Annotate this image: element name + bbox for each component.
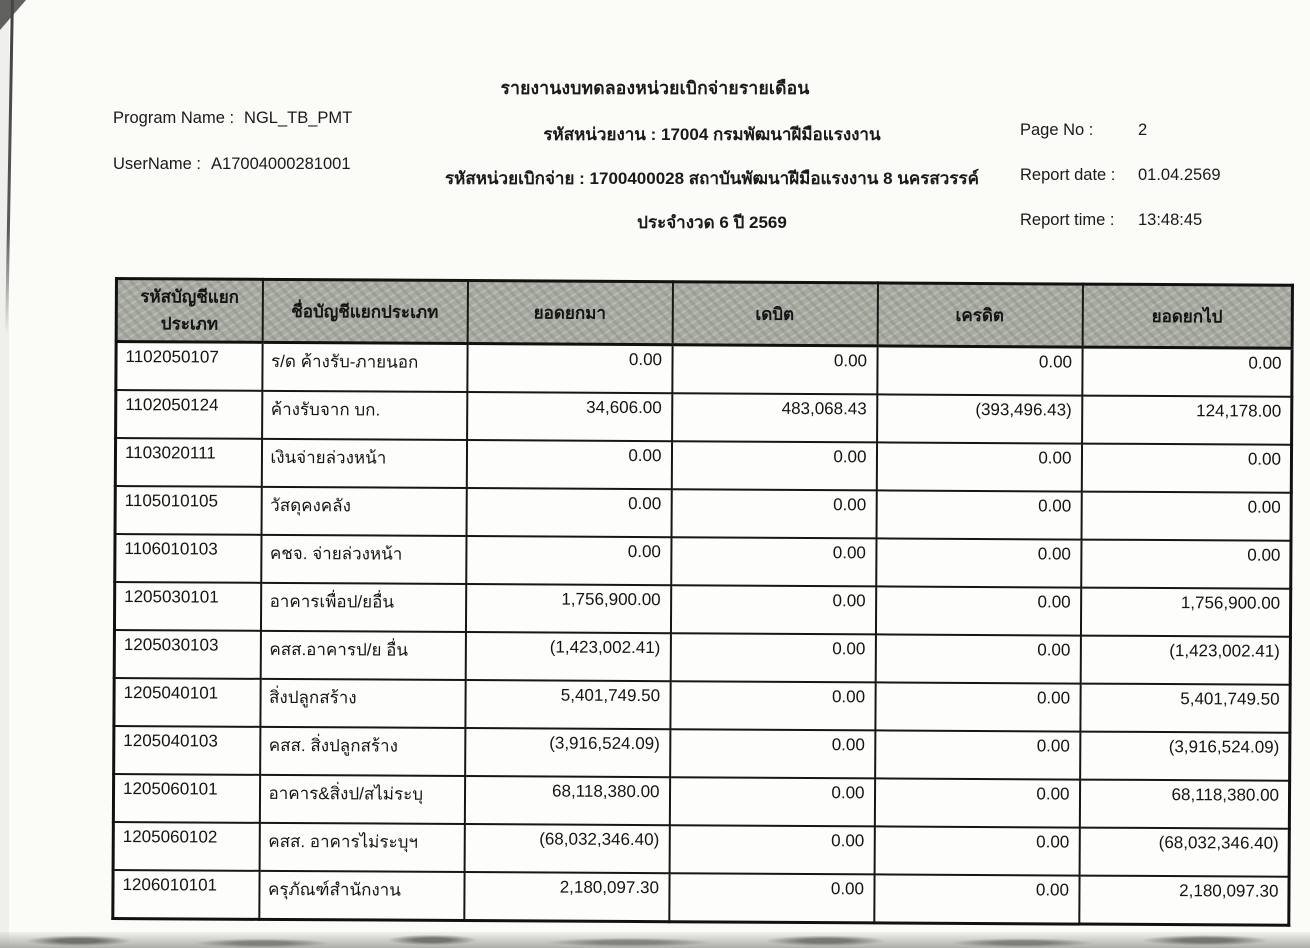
cell-credit: 0.00 bbox=[876, 490, 1081, 539]
cell-debit: 0.00 bbox=[671, 441, 876, 490]
table-row bbox=[113, 822, 1289, 877]
cell-credit: 0.00 bbox=[876, 442, 1081, 491]
cell-account-code: 1205060101 bbox=[113, 774, 259, 823]
table-row bbox=[114, 630, 1290, 685]
header-opening-balance: ยอดยกมา bbox=[467, 281, 672, 345]
cell-credit: 0.00 bbox=[875, 682, 1080, 731]
cell-account-code: 1205030101 bbox=[114, 582, 260, 631]
cell-opening-balance: 34,606.00 bbox=[467, 392, 672, 441]
cell-debit: 483,068.43 bbox=[672, 393, 877, 442]
cell-debit: 0.00 bbox=[669, 777, 874, 826]
cell-closing-balance: 0.00 bbox=[1082, 347, 1292, 397]
cell-account-name: คสส. สิ่งปลูกสร้าง bbox=[260, 727, 465, 776]
cell-account-name: อาคาร&สิ่งป/สไม่ระบุ bbox=[259, 775, 464, 824]
cell-account-code: 1102050124 bbox=[116, 390, 262, 439]
cell-account-code: 1206010101 bbox=[113, 870, 259, 919]
table-row bbox=[115, 486, 1291, 541]
program-name-line bbox=[113, 109, 533, 128]
cell-account-name: ร/ด ค้างรับ-ภายนอก bbox=[262, 342, 467, 392]
cell-account-code: 1205060102 bbox=[113, 822, 259, 871]
table-row bbox=[114, 582, 1290, 637]
disbursement-unit-line: รหัสหน่วยเบิกจ่าย : 1700400028 สถาบันพัฒนาฝีมือแรงงาน 8 นครสวรรค์ bbox=[445, 169, 979, 188]
table-row bbox=[116, 390, 1292, 445]
cell-closing-balance: 0.00 bbox=[1081, 444, 1291, 493]
cell-opening-balance: (3,916,524.09) bbox=[465, 728, 670, 777]
table-row bbox=[114, 678, 1290, 733]
cell-opening-balance: 0.00 bbox=[466, 488, 671, 537]
cell-closing-balance: 0.00 bbox=[1081, 492, 1291, 541]
cell-opening-balance: 68,118,380.00 bbox=[464, 776, 669, 825]
cell-credit: 0.00 bbox=[875, 730, 1080, 779]
scan-bottom-band bbox=[0, 932, 1310, 948]
table-row bbox=[115, 438, 1291, 493]
cell-account-code: 1102050107 bbox=[116, 342, 262, 391]
cell-account-code: 1205040103 bbox=[114, 726, 260, 775]
page-no-line bbox=[1020, 121, 1300, 140]
cell-debit: 0.00 bbox=[669, 825, 874, 874]
cell-closing-balance: 5,401,749.50 bbox=[1080, 684, 1290, 733]
cell-closing-balance: (1,423,002.41) bbox=[1080, 636, 1290, 685]
report-time-label: Report time : bbox=[1020, 211, 1115, 229]
table-header-row bbox=[116, 279, 1292, 349]
cell-opening-balance: 0.00 bbox=[466, 440, 671, 489]
report-time-value: 13:48:45 bbox=[1138, 211, 1203, 229]
report-time-line bbox=[1020, 211, 1300, 230]
header-account-name: ชื่อบัญชีแยกประเภท bbox=[262, 279, 467, 343]
cell-credit: (393,496.43) bbox=[877, 394, 1082, 443]
username-value: A17004000281001 bbox=[211, 155, 351, 173]
cell-debit: 0.00 bbox=[671, 489, 876, 538]
scan-corner-artifact bbox=[0, 0, 26, 30]
username-line bbox=[113, 155, 533, 174]
trial-balance-table bbox=[111, 277, 1294, 927]
report-title: รายงานงบทดลองหน่วยเบิกจ่ายรายเดือน bbox=[500, 78, 810, 98]
cell-debit: 0.00 bbox=[670, 585, 875, 634]
cell-debit: 0.00 bbox=[670, 729, 875, 778]
cell-account-name: สิ่งปลูกสร้าง bbox=[260, 679, 465, 728]
cell-closing-balance: 1,756,900.00 bbox=[1080, 588, 1290, 637]
cell-account-name: อาคารเพื่อป/ยอื่น bbox=[260, 583, 465, 632]
cell-account-name: ค้างรับจาก บก. bbox=[262, 391, 467, 440]
cell-opening-balance: 0.00 bbox=[467, 344, 672, 394]
report-date-value: 01.04.2569 bbox=[1138, 166, 1221, 184]
cell-account-code: 1105010105 bbox=[115, 486, 261, 535]
report-date-line bbox=[1020, 166, 1300, 185]
cell-opening-balance: 1,756,900.00 bbox=[465, 584, 670, 633]
cell-closing-balance: 124,178.00 bbox=[1082, 396, 1292, 445]
cell-closing-balance: (68,032,346.40) bbox=[1079, 828, 1289, 877]
table-row bbox=[113, 870, 1289, 925]
table-row bbox=[114, 726, 1290, 781]
cell-account-code: 1106010103 bbox=[115, 534, 261, 583]
cell-debit: 0.00 bbox=[671, 537, 876, 586]
table-body bbox=[113, 342, 1292, 926]
cell-opening-balance: 2,180,097.30 bbox=[464, 872, 669, 922]
cell-opening-balance: 5,401,749.50 bbox=[465, 680, 670, 729]
cell-closing-balance: 0.00 bbox=[1081, 540, 1291, 589]
agency-code-line: รหัสหน่วยงาน : 17004 กรมพัฒนาฝีมือแรงงาน bbox=[543, 125, 881, 144]
table-row bbox=[115, 534, 1291, 589]
cell-credit: 0.00 bbox=[877, 346, 1082, 396]
cell-account-code: 1205040101 bbox=[114, 678, 260, 727]
header-account-code: รหัสบัญชีแยกประเภท bbox=[116, 279, 262, 343]
cell-closing-balance: 2,180,097.30 bbox=[1079, 876, 1289, 926]
cell-credit: 0.00 bbox=[876, 538, 1081, 587]
cell-credit: 0.00 bbox=[875, 634, 1080, 683]
header-credit: เครดิต bbox=[877, 283, 1082, 347]
period-line: ประจำงวด 6 ปี 2569 bbox=[637, 213, 787, 232]
cell-opening-balance: (1,423,002.41) bbox=[465, 632, 670, 681]
page-no-label: Page No : bbox=[1020, 121, 1094, 139]
username-label: UserName : bbox=[113, 155, 202, 173]
cell-closing-balance: 68,118,380.00 bbox=[1079, 780, 1289, 829]
cell-debit: 0.00 bbox=[670, 681, 875, 730]
page-no-value: 2 bbox=[1138, 121, 1148, 139]
cell-account-name: เงินจ่ายล่วงหน้า bbox=[261, 439, 466, 488]
cell-opening-balance: (68,032,346.40) bbox=[464, 824, 669, 873]
cell-account-name: ครุภัณฑ์สำนักงาน bbox=[259, 871, 464, 921]
cell-account-name: วัสดุคงคลัง bbox=[261, 487, 466, 536]
report-date-label: Report date : bbox=[1020, 166, 1116, 184]
trial-balance-table-wrap bbox=[111, 277, 1291, 927]
cell-account-code: 1103020111 bbox=[115, 438, 261, 487]
header-debit: เดบิต bbox=[672, 282, 877, 346]
header-closing-balance: ยอดยกไป bbox=[1082, 284, 1292, 348]
cell-credit: 0.00 bbox=[874, 778, 1079, 827]
cell-credit: 0.00 bbox=[874, 874, 1079, 924]
cell-opening-balance: 0.00 bbox=[466, 536, 671, 585]
cell-account-name: คชจ. จ่ายล่วงหน้า bbox=[261, 535, 466, 584]
table-row bbox=[113, 774, 1289, 829]
table-row bbox=[116, 342, 1292, 397]
cell-account-name: คสส. อาคารไม่ระบุฯ bbox=[259, 823, 464, 872]
program-name-value: NGL_TB_PMT bbox=[244, 109, 353, 127]
cell-account-name: คสส.อาคารป/ย อื่น bbox=[260, 631, 465, 680]
cell-account-code: 1205030103 bbox=[114, 630, 260, 679]
cell-debit: 0.00 bbox=[672, 345, 877, 395]
program-name-label: Program Name : bbox=[113, 109, 235, 127]
cell-debit: 0.00 bbox=[670, 633, 875, 682]
cell-credit: 0.00 bbox=[874, 826, 1079, 875]
cell-debit: 0.00 bbox=[669, 873, 874, 923]
cell-closing-balance: (3,916,524.09) bbox=[1080, 732, 1290, 781]
cell-credit: 0.00 bbox=[875, 586, 1080, 635]
